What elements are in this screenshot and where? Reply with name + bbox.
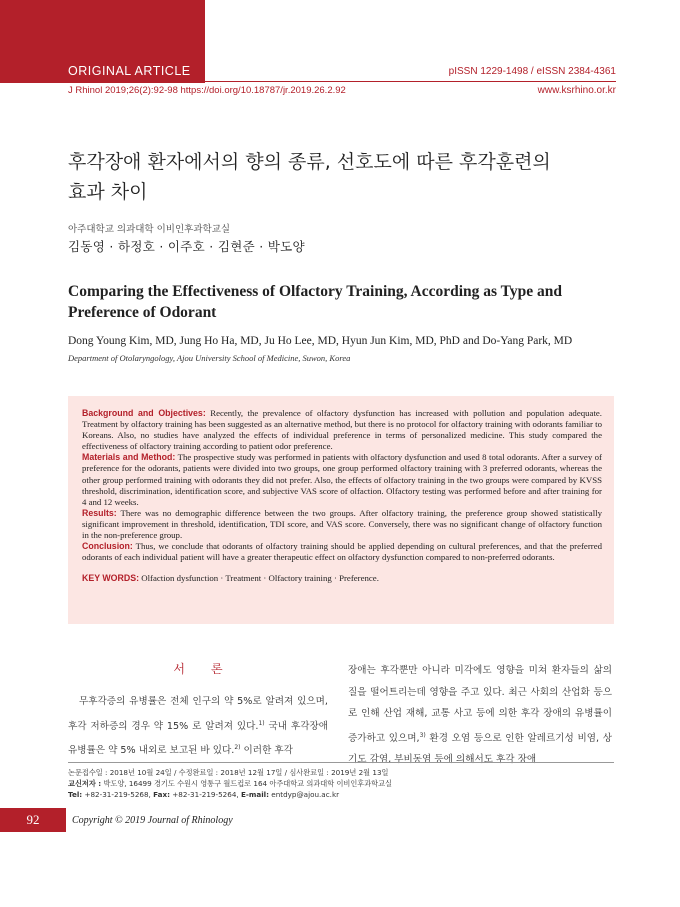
left-text-2: 국내 후각장애 유병률은 약 5% 내외로 보고된 바 있다.: [68, 720, 328, 757]
header-divider: [68, 81, 616, 82]
background-label: Background and Objectives:: [82, 408, 206, 418]
introduction-heading: 서론: [173, 662, 249, 676]
korean-affiliation: 아주대학교 의과대학 이비인후과학교실: [68, 224, 231, 235]
english-title: [68, 281, 608, 323]
introduction-paragraph-left: [68, 691, 328, 762]
conclusion-label: Conclusion:: [82, 541, 133, 552]
korean-title: [68, 147, 608, 207]
footnote-divider: [68, 762, 614, 763]
article-type-label: ORIGINAL ARTICLE: [68, 64, 191, 78]
abstract-conclusion: [82, 541, 602, 563]
left-text-1: 무후각증의 유병률은 전체 인구의 약 5%로 알려져 있으며, 후각 저하증의 경우 약 15% 로 알려져 있다.: [68, 696, 328, 732]
abstract-background: [82, 408, 602, 452]
reference-3-link[interactable]: 3): [419, 731, 426, 739]
keywords-label: KEY WORDS:: [82, 573, 140, 584]
results-text: There was no demographic difference between the two groups. After olfactory training, the preference group showed statistically significant improvement in threshold, identification, TDI score, and VAS score. Conversely, there was no significant change of olfactory function in the non-preference group.: [82, 507, 602, 541]
conclusion-text: Thus, we conclude that odorants of olfactory training should be applied depending on cultural preferences, and that the preferred odorants of each individual patient will have a greater therapeutic effect on olfactory dysfunction compared to non-preferred odorants.: [82, 541, 602, 563]
introduction-paragraph-right: [348, 660, 612, 771]
right-text-2: 환경 오염 등으로 인한 알레르기성 비염, 상기도 감염, 부비동염 등에 의해서도 후각 장애: [348, 732, 612, 766]
korean-title-line2: 효과 차이: [68, 181, 148, 203]
email-link[interactable]: entdyp@ajou.ac.kr: [269, 790, 340, 799]
abstract-results: [82, 508, 602, 541]
page-number: 92: [26, 812, 40, 827]
methods-label: Materials and Method:: [82, 452, 176, 463]
body-left-column: [68, 660, 328, 762]
tel-value: +82-31-219-5268,: [82, 790, 154, 799]
abstract: [82, 408, 602, 584]
english-authors: Dong Young Kim, MD, Jung Ho Ha, MD, Ju Ho Lee, MD, Hyun Jun Kim, MD, PhD and Do-Yang Park, MD: [68, 335, 573, 347]
background-text: Recently, the prevalence of olfactory dysfunction has increased with pollution and population adequate. Treatment by olfactory training has been suggested as an alternative method, but there is no protocol for olfactory training with odorants familiar to Koreans. Also, no studies have analyzed the effects of individual preference in terms of personalized medicine. This study compared the effectiveness of olfactory training according to patient odor preference.: [82, 408, 602, 452]
reference-1-link[interactable]: 1): [258, 719, 265, 727]
korean-title-line1: 후각장애 환자에서의 향의 종류, 선호도에 따른 후각훈련의: [68, 151, 551, 173]
reference-2-link[interactable]: 2): [234, 744, 241, 752]
tel-label: Tel:: [68, 790, 83, 799]
keywords: [82, 573, 602, 584]
english-title-line1: Comparing the Effectiveness of Olfactory Training, According as Type and: [68, 283, 562, 300]
fax-label: Fax:: [153, 790, 170, 799]
keywords-text: Olfaction dysfunction · Treatment · Olfactory training · Preference.: [139, 573, 379, 584]
footnote-dates: 논문접수일 : 2018년 10월 24일 / 수정완료일 : 2018년 12월 17일 / 심사완료일 : 2019년 2월 13일: [68, 768, 389, 777]
korean-authors: 김동영 · 하정호 · 이주호 · 김현준 · 박도양: [68, 239, 305, 254]
right-text-1: 장애는 후각뿐만 아니라 미각에도 영향을 미쳐 환자들의 삶의 질을 떨어트리는데 영향을 주고 있다. 최근 사회의 산업화 등으로 인해 산업 재해, 교통 사고 등에 의한 후각 장애의 유병률이 증가하고 있으며,: [348, 665, 612, 744]
abstract-methods: [82, 452, 602, 507]
methods-text: The prospective study was performed in patients with olfactory dysfunction and used 8 total odorants. After a survey of preference for the odorants, patients were divided into two groups, one group performed olfactory training with 3 preferred odorants, whereas the other group performed training with odorants they did not prefer. Also, the effects of olfactory training in the two groups were compared by KVSS threshold, discrimination, identification score, and subjective VAS score of olfaction. Olfactory testing was performed before and after training for 4 and 12 weeks.: [82, 452, 602, 507]
copyright: Copyright © 2019 Journal of Rhinology: [72, 815, 233, 826]
journal-website-link[interactable]: www.ksrhino.or.kr: [537, 85, 616, 96]
email-label: E-mail:: [240, 790, 270, 799]
fax-value: +82-31-219-5264,: [170, 790, 241, 799]
body-right-column: [348, 660, 612, 771]
english-title-line2: Preference of Odorant: [68, 304, 217, 321]
issn-text: pISSN 1229-1498 / eISSN 2384-4361: [448, 66, 616, 77]
citation-doi-link[interactable]: J Rhinol 2019;26(2):92-98 https://doi.org/10.18787/jr.2019.26.2.92: [68, 85, 346, 96]
corresponding-text: 박도양, 16499 경기도 수원시 영통구 월드컵로 164 아주대학교 의과대학 이비인후과학교실: [101, 779, 392, 788]
english-department: Department of Otolaryngology, Ajou University School of Medicine, Suwon, Korea: [68, 353, 351, 363]
footnote-corresponding: [68, 778, 392, 789]
footnote: [68, 767, 392, 800]
left-text-3: 이러한 후각: [240, 745, 293, 757]
corresponding-label: 교신저자 :: [68, 779, 102, 788]
footnote-contact: [68, 789, 392, 800]
results-label: Results:: [82, 507, 117, 518]
